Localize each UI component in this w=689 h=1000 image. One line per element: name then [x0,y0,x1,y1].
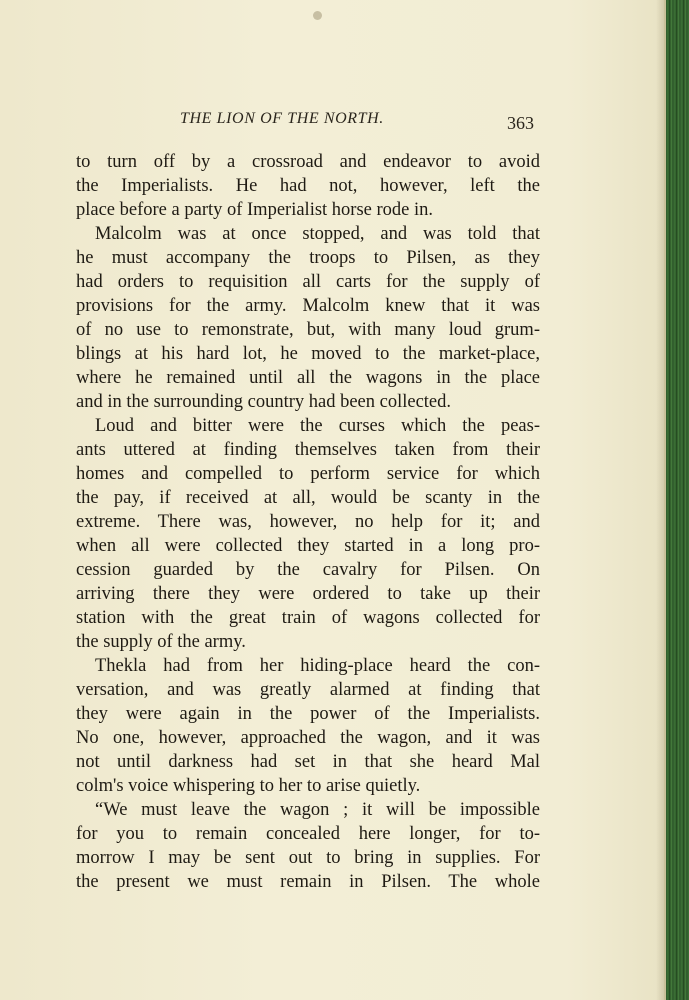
page-number: 363 [507,113,534,133]
text-line: the Imperialists. He had not, however, left the [76,176,540,196]
text-line: colm's voice whispering to her to arise quietly. [76,776,421,796]
text-line: place before a party of Imperialist horse rode in. [76,200,434,220]
text-line: versation, and was greatly alarmed at finding that [76,680,540,700]
text-line: morrow I may be sent out to bring in supplies. For [76,848,540,868]
text-line: where he remained until all the wagons in the place [76,368,540,388]
text-line: the pay, if received at all, would be scanty in the [76,488,540,508]
text-line: station with the great train of wagons collected for [76,608,540,628]
text-line: arriving there they were ordered to take up their [76,584,540,604]
book-binding [666,0,689,1000]
text-line: ants uttered at finding themselves taken from their [76,440,540,460]
text-line: Loud and bitter were the curses which the peas- [95,416,540,436]
text-line: the supply of the army. [76,632,246,652]
text-line: No one, however, approached the wagon, and it was [76,728,540,748]
running-title: THE LION OF THE NORTH. [180,110,384,127]
text-line: provisions for the army. Malcolm knew that it was [76,296,540,316]
text-line: homes and compelled to perform service for which [76,464,540,484]
text-line: extreme. There was, however, no help for it; and [76,512,540,532]
text-line: they were again in the power of the Imperialists. [76,704,540,724]
text-line: of no use to remonstrate, but, with many loud grum- [76,320,540,340]
text-line: when all were collected they started in a long pro- [76,536,540,556]
text-line: to turn off by a crossroad and endeavor to avoid [76,152,540,172]
paper-blemish [313,11,322,20]
text-line: he must accompany the troops to Pilsen, as they [76,248,540,268]
text-line: Malcolm was at once stopped, and was told that [95,224,540,244]
body-text [76,150,540,894]
text-line: blings at his hard lot, he moved to the market-place, [76,344,540,364]
text-line: for you to remain concealed here longer, for to- [76,824,540,844]
text-line: “We must leave the wagon ; it will be impossible [95,800,540,820]
text-line: not until darkness had set in that she heard Mal [76,752,540,772]
text-line: had orders to requisition all carts for the supply of [76,272,540,292]
text-line: cession guarded by the cavalry for Pilsen. On [76,560,540,580]
text-line: Thekla had from her hiding-place heard the con- [95,656,540,676]
text-line: the present we must remain in Pilsen. The whole [76,872,540,892]
text-line: and in the surrounding country had been collected. [76,392,452,412]
